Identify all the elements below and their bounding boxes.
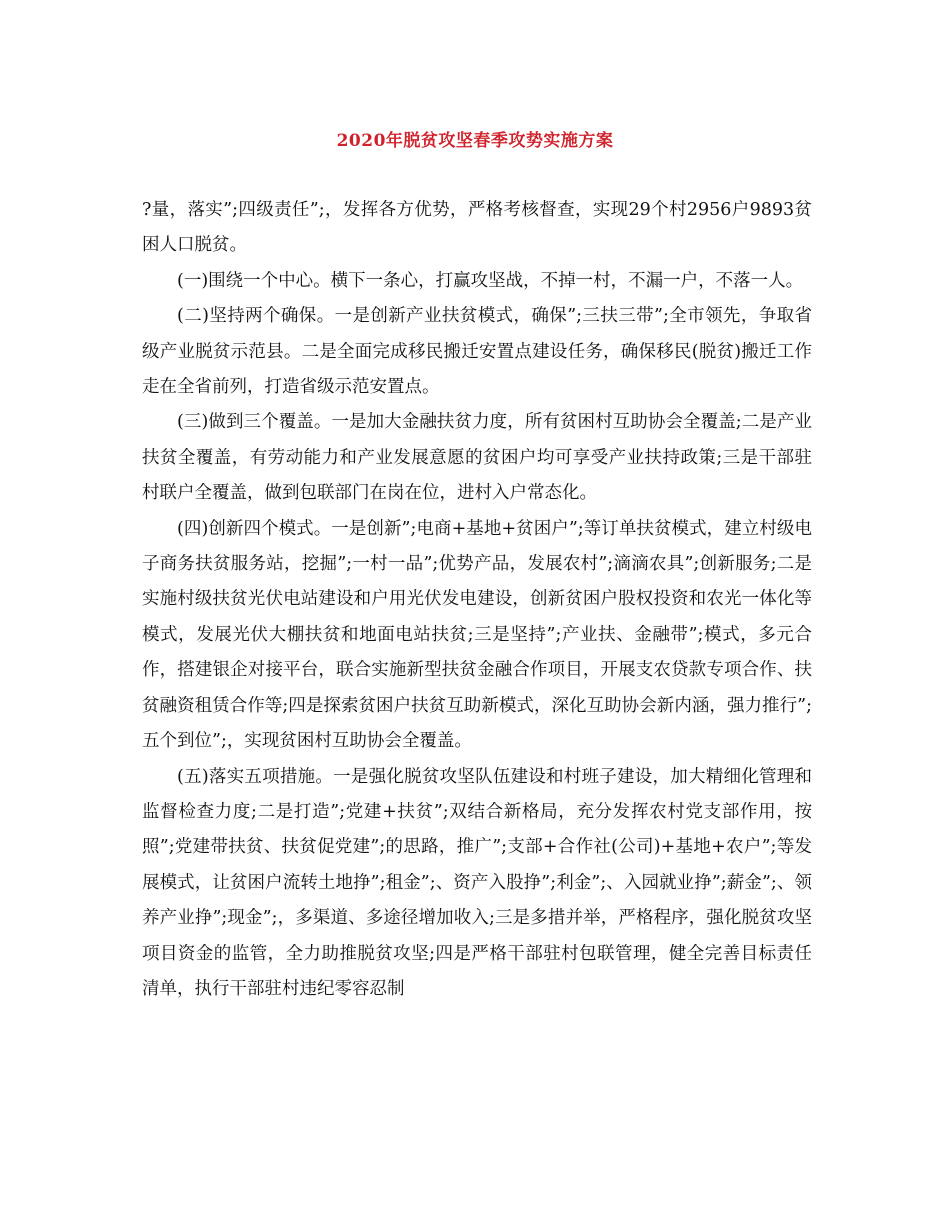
paragraph-five-measures: (五)落实五项措施。一是强化脱贫攻坚队伍建设和村班子建设，加大精细化管理和监督检查力度;二是打造”;党建+扶贫”;双结合新格局，充分发挥农村党支部作用，按照”;党建带扶贫、扶贫促党建”;的思路，推广”;支部+合作社(公司)+基地+农户”;等发展模式，让贫困户流转土地挣”;租金”;、资产入股挣”;利金”;、入园就业挣”;薪金”;、领养产业挣”;现金”;，多渠道、多途径增加收入;三是多措并举，严格程序，强化脱贫攻坚项目资金的监管，全力助推脱贫攻坚;四是严格干部驻村包联管理，健全完善目标责任清单，执行干部驻村违纪零容忍制 (142, 766, 812, 999)
document-title: 2020年脱贫攻坚春季攻势实施方案 (336, 131, 614, 151)
paragraph-two-ensures: (二)坚持两个确保。一是创新产业扶贫模式，确保”;三扶三带”;全市领先，争取省级产业脱贫示范县。二是全面完成移民搬迁安置点建设任务，确保移民(脱贫)搬迁工作走在全省前列，打造省级示范安置点。 (142, 306, 812, 398)
paragraph-one-center: (一)围绕一个中心。横下一条心，打赢攻坚战，不掉一村，不漏一户，不落一人。 (177, 270, 804, 291)
paragraph-four-models: (四)创新四个模式。一是创新”;电商+基地+贫困户”;等订单扶贫模式，建立村级电子商务扶贫服务站，挖掘”;一村一品”;优势产品，发展农村”;滴滴农具”;创新服务;二是实施村级扶贫光伏电站建设和户用光伏发电建设，创新贫困户股权投资和农光一体化等模式，发展光伏大棚扶贫和地面电站扶贫;三是坚持”;产业扶、金融带”;模式，多元合作，搭建银企对接平台，联合实施新型扶贫金融合作项目，开展支农贷款专项合作、扶贫融资租赁合作等;四是探索贫困户扶贫互助新模式，深化互助协会新内涵，强力推行”;五个到位”;，实现贫困村互助协会全覆盖。 (142, 518, 812, 752)
paragraph-three-coverages: (三)做到三个覆盖。一是加大金融扶贫力度，所有贫困村互助协会全覆盖;二是产业扶贫全覆盖，有劳动能力和产业发展意愿的贫困户均可享受产业扶持政策;三是干部驻村联户全覆盖，做到包联部门在岗在位，进村入户常态化。 (142, 412, 812, 504)
document-body (142, 193, 812, 1007)
paragraph-continuation: ?量，落实”;四级责任”;，发挥各方优势，严格考核督查，实现29个村2956户9893贫困人口脱贫。 (142, 200, 812, 256)
